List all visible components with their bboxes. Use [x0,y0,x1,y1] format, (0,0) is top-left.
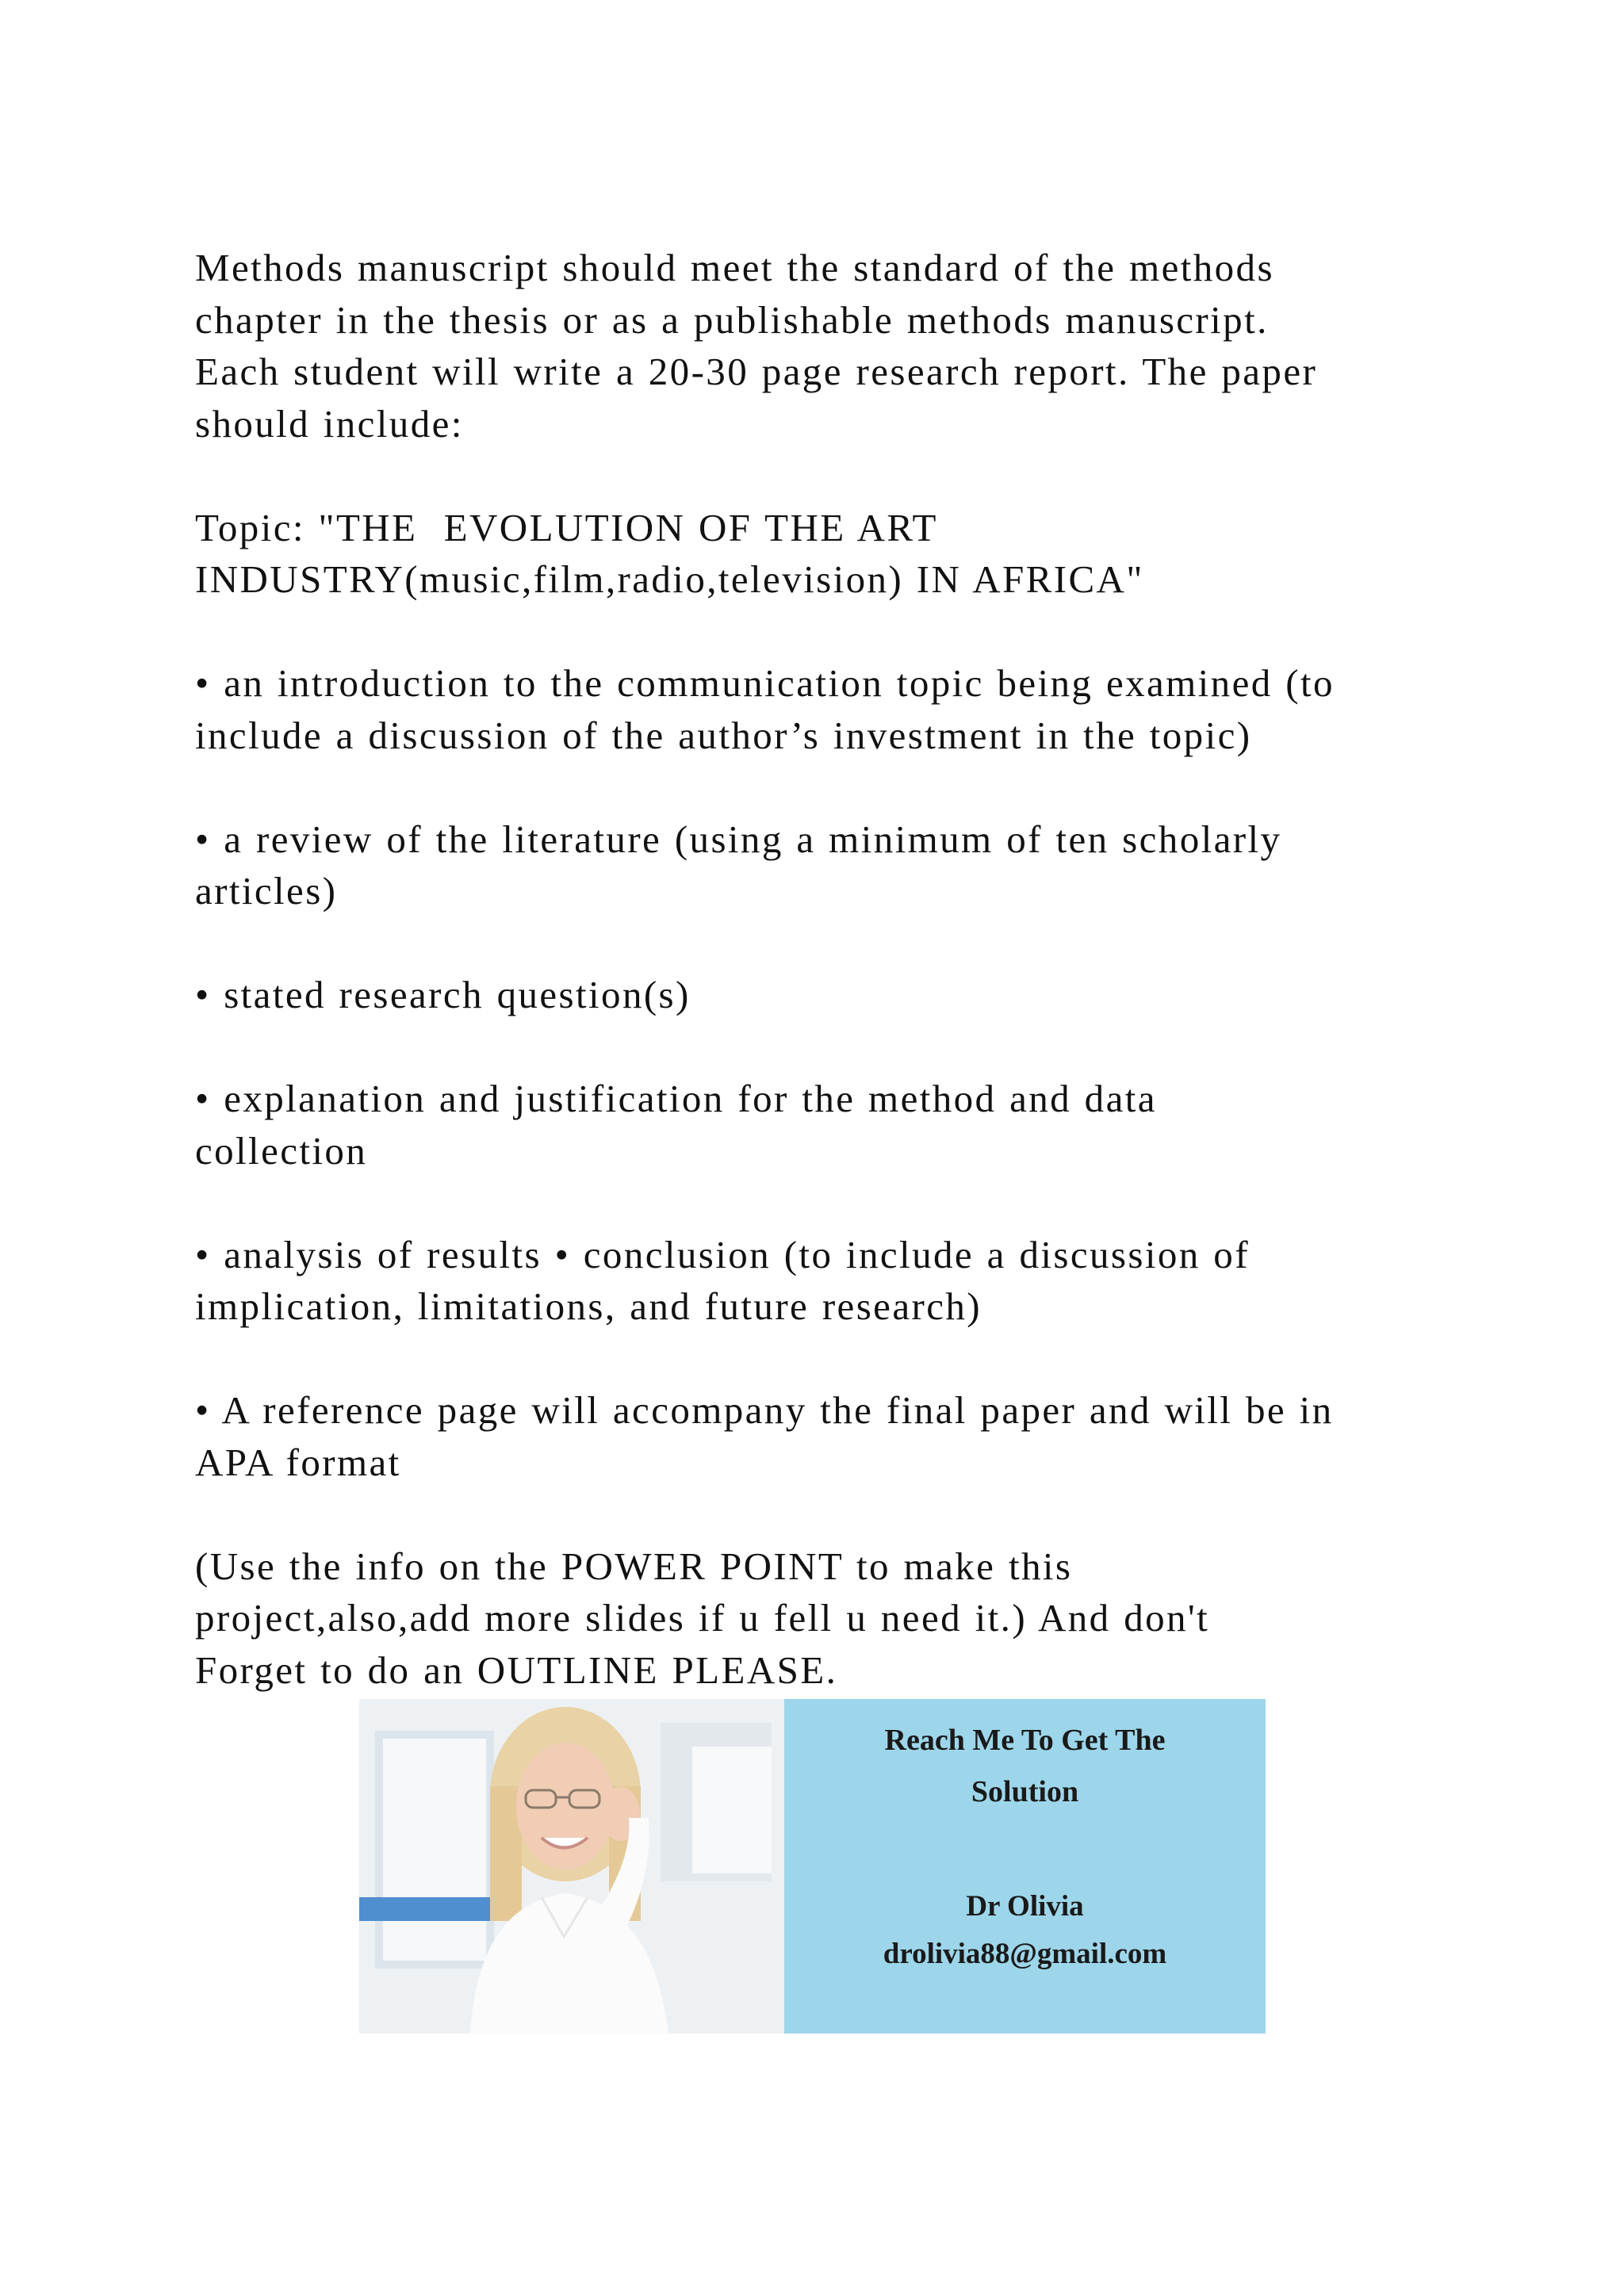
bullet-method-justification: • explanation and justification for the method and data collection [195,1077,1157,1173]
paragraph-instructions: (Use the info on the POWER POINT to make this project,also,add more slides if u fell u need it.) And don't Forget to do an OUTLINE PLEASE. [195,1544,1210,1692]
paragraph-topic: Topic: "THE EVOLUTION OF THE ART INDUSTRY(music,film,radio,television) IN AFRICA" [195,505,1144,601]
contact-banner [359,1699,1266,2034]
contact-name: Dr Olivia [966,1890,1084,1923]
bullet-analysis-conclusion: • analysis of results • conclusion (to include a discussion of implication, limitations, and future research) [195,1232,1250,1328]
woman-photo [359,1699,784,2034]
woman-photo-illustration [359,1699,784,2034]
bullet-literature-review: • a review of the literature (using a minimum of ten scholarly articles) [195,817,1282,913]
banner-headline-line2: Solution [971,1775,1079,1808]
contact-email[interactable]: drolivia88@gmail.com [883,1938,1167,1970]
document-body [195,242,1496,1696]
banner-headline-line1: Reach Me To Get The [884,1724,1166,1757]
bullet-research-questions: • stated research question(s) [195,973,691,1016]
contact-panel [784,1699,1266,2034]
paragraph-intro: Methods manuscript should meet the standard of the methods chapter in the thesis or as a publishable methods manuscript. Each student will write a 20-30 page research report. The paper should include: [195,246,1318,446]
bullet-introduction: • an introduction to the communication topic being examined (to include a discussion of the author’s investment in the topic) [195,661,1335,757]
bullet-reference-page: • A reference page will accompany the final paper and will be in APA format [195,1388,1334,1484]
